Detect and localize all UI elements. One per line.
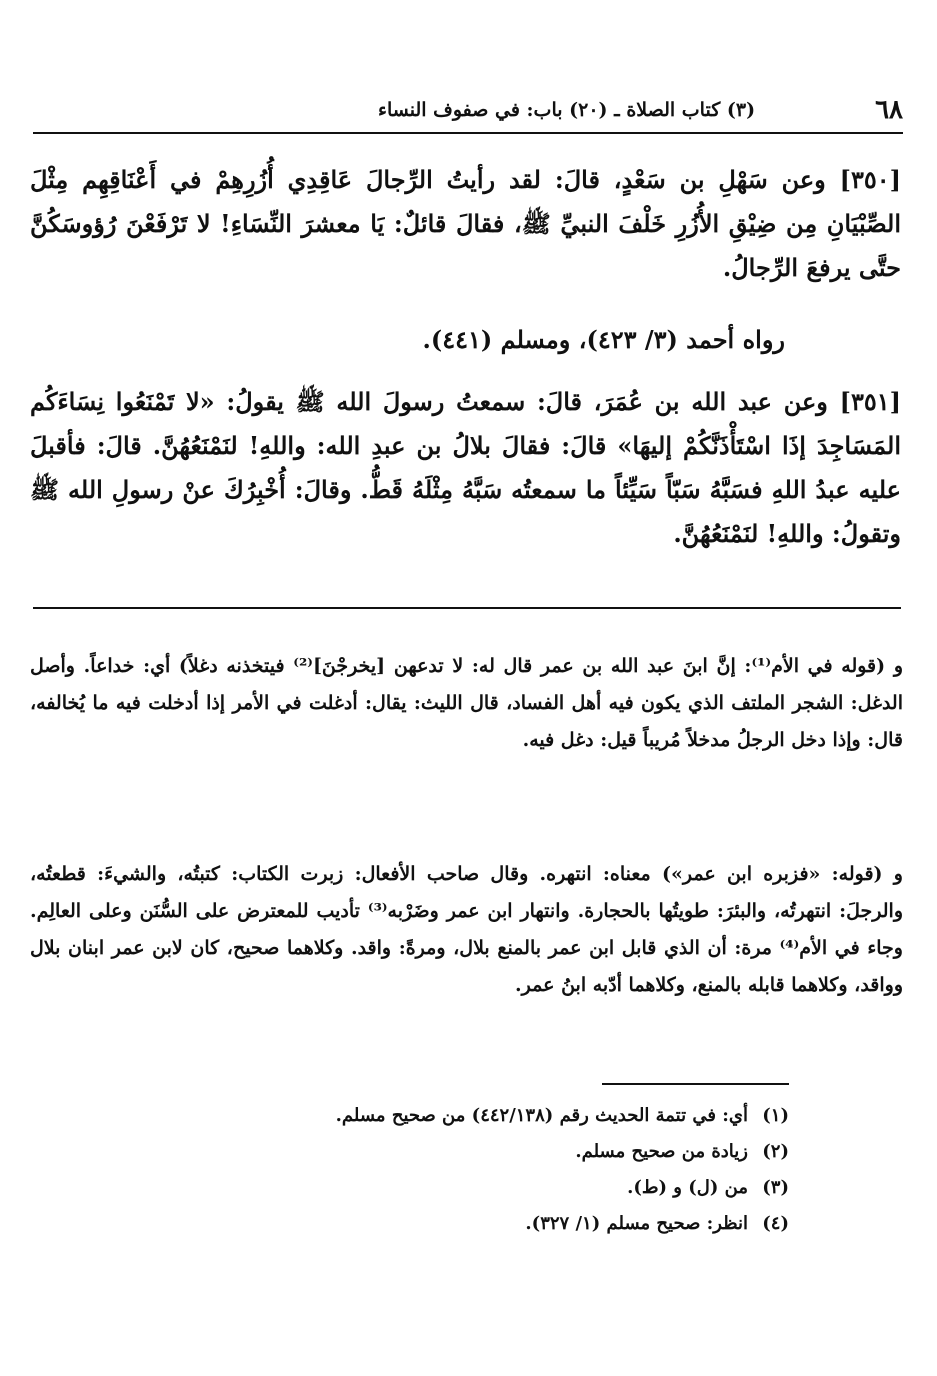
footnote (336, 1206, 789, 1242)
hadith-350-source: رواه أحمد (٣/ ٤٢٣)، ومسلم (٤٤١). (422, 325, 785, 354)
footnote (336, 1098, 789, 1134)
commentary-paragraph-1: و (قوله في الأم⁽¹⁾: إنَّ ابنَ عبد الله بن عمر قال له: لا تدعهن [يخرجْنَ]⁽²⁾ فيتخذنه دغلاً) أي: خداعاً. وأصل الدغل: الشجر الملتف الذي يكون فيه أهل الفساد، قال الليث: يقال: أدغلت في الأمر إذا أدخلت فيه ما يُخالفه، قال: وإذا دخل الرجلُ مدخلاً مُريباً قيل: دغل فيه. (30, 655, 903, 751)
footnotes (336, 1098, 789, 1242)
footnote-rule (602, 1083, 789, 1085)
footnote-number: (١) (762, 1105, 789, 1126)
footnote-number: (٣) (762, 1177, 789, 1198)
hadith-350-text: [٣٥٠] وعن سَهْلِ بن سَعْدٍ، قالَ: لقد رأيتُ الرِّجالَ عَاقِدِي أُزُرِهِمْ في أَعْنَاقِهِم مِثْلَ الصِّبْيَانِ مِن ضِيْقِ الأُزُرِ خَلْفَ النبيِّ ﷺ، فقالَ قائلٌ: يَا معشرَ النِّسَاءِ! لا تَرْفَعْنَ رُؤوسَكُنَّ حتَّى يرفعَ الرِّجالُ. (30, 165, 901, 282)
section-rule (33, 607, 901, 609)
footnote-text: انظر: صحيح مسلم (١/ ٣٢٧). (525, 1213, 748, 1234)
footnote (336, 1170, 789, 1206)
footnote-number: (٢) (762, 1141, 789, 1162)
footnote-text: أي: في تتمة الحديث رقم (٤٤٢/١٣٨) من صحيح مسلم. (335, 1105, 748, 1126)
page-number: ٦٨ (875, 95, 903, 125)
running-head: (٣) كتاب الصلاة ـ (٢٠) باب: في صفوف النساء (378, 99, 756, 121)
footnote-number: (٤) (762, 1213, 789, 1234)
footnote-text: من (ل) و (ط). (627, 1177, 748, 1198)
footnote-text: زيادة من صحيح مسلم. (575, 1141, 748, 1162)
hadith-351-text: [٣٥١] وعن عبد الله بن عُمَرَ، قالَ: سمعتُ رسولَ الله ﷺ يقولُ: «لا تَمْنَعُوا نِسَاءَكُم المَسَاجِدَ إذَا اسْتَأْذَنَّكُمْ إليهَا» قالَ: فقالَ بلالُ بن عبدِ الله: واللهِ! لنَمْنَعُهُنَّ. قالَ: فأقبلَ عليه عبدُ اللهِ فسَبَّهُ سَبّاً سَيِّئاً ما سمعتُه سَبَّهُ مِثْلَهُ قَطُّ. وقالَ: أُخْبِرُكَ عنْ رسولِ الله ﷺ وتقولُ: واللهِ! لنَمْنَعُهُنَّ. (30, 387, 901, 548)
footnote (336, 1134, 789, 1170)
commentary-paragraph-2: و (قوله: «فزبره ابن عمر») معناه: انتهره. وقال صاحب الأفعال: زبرت الكتاب: كتبتُه، والشيءَ: قطعتُه، والرجلَ: انتهرتُه، والبئرَ: طويتُها بالحجارة. وانتهار ابن عمر وضَرْبه⁽³⁾ تأديب للمعترض على السُّنَن وعلى العالِم. وجاء في الأم⁽⁴⁾ مرة: أن الذي قابل ابن عمر بالمنع بلال، ومرةً: واقد. وكلاهما صحيح، كان لابن عمر ابنان بلال وواقد، وكلاهما قابله بالمنع، وكلاهما أدّبه ابنُ عمر. (30, 863, 903, 996)
header-rule (33, 132, 903, 134)
page-header (38, 92, 903, 128)
